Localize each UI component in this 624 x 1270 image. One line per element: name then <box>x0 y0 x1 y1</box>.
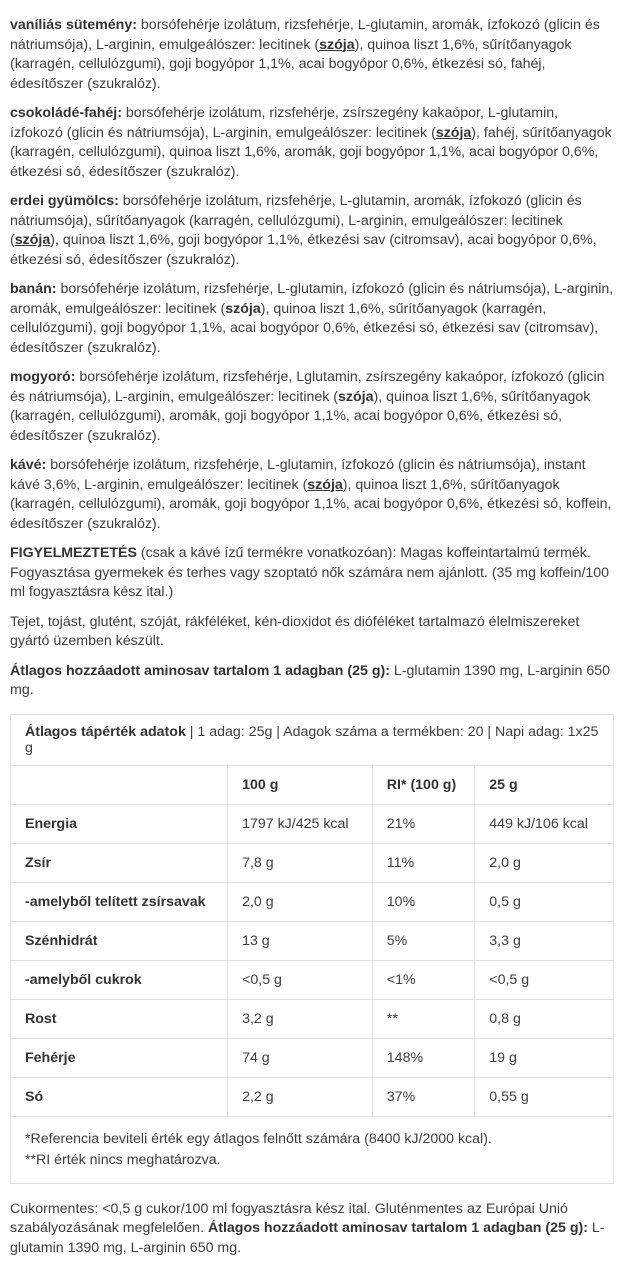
value-100g: <0,5 g <box>228 960 373 999</box>
column-header-100g: 100 g <box>228 765 373 804</box>
nutrient-label: Energia <box>11 804 228 843</box>
ingredients-section <box>10 16 614 534</box>
ingredients-coffee: kávé: borsófehérje izolátum, rizsfehérje, L-glutamin, ízfokozó (glicin és nátriumsója), instant kávé 3,6%, L-arginin, emulgeálószer: lecitinek (szója), quinoa liszt 1,6%, sűrítőanyagok (karragén, cellulózgumi), aromák, goji bogyópor 1,1%, acai bogyópor 0,6%, étkezési só, koffein, édesítőszer (szukralóz). <box>10 457 612 532</box>
ingredients-banana: banán: borsófehérje izolátum, rizsfehérje, L-glutamin, ízfokozó (glicin és nátriumsója), L-arginin, aromák, emulgeálószer: lecitinek (szója), quinoa liszt 1,6%, sűrítőanyagok (karragén, cellulózgumi), goji bogyópor 1,1%, acai bogyópor 0,6%, étkezési só, étkezési sav (citromsav), édesítőszer (szukralóz). <box>10 281 614 356</box>
footnote-ri-undefined: **RI érték nincs meghatározva. <box>25 1151 221 1168</box>
allergen-note: Tejet, tojást, glutént, szóját, rákféléket, kén-dioxidot és dióféléket tartalmazó élelmiszereket gyártó üzemben készült. <box>10 613 580 649</box>
table-column-header-row <box>11 765 614 804</box>
value-ri: ** <box>372 999 475 1038</box>
column-header-ri: RI* (100 g) <box>372 765 475 804</box>
value-25g: <0,5 g <box>475 960 614 999</box>
table-footnote-row <box>11 1116 614 1183</box>
table-row-salt <box>11 1077 614 1116</box>
value-ri: 21% <box>372 804 475 843</box>
value-ri: 11% <box>372 843 475 882</box>
table-title-row <box>11 714 614 765</box>
value-25g: 449 kJ/106 kcal <box>475 804 614 843</box>
ingredients-chocolate-cinnamon: csokoládé-fahéj: borsófehérje izolátum, rizsfehérje, zsírszegény kakaópor, L-glutamin, ízfokozó (glicin és nátriumsója), L-arginin, emulgeálószer: lecitinek (szója), fahéj, sűrítőanyagok (karragén, cellulózgumi), quinoa liszt 1,6%, aromák, goji bogyópor 1,1%, acai bogyópor 0,6%, étkezési só, édesítőszer (szukralóz). <box>10 105 612 180</box>
nutrient-label: Rost <box>11 999 228 1038</box>
value-25g: 2,0 g <box>475 843 614 882</box>
ingredients-hazelnut: mogyoró: borsófehérje izolátum, rizsfehérje, Lglutamin, zsírszegény kakaópor, ízfokozó (glicin és nátriumsója), L-arginin, emulgeálószer: lecitinek (szója), quinoa liszt 1,6%, sűrítőanyagok (karragén, cellulózgumi), aromák, goji bogyópor 1,1%, acai bogyópor 0,6%, étkezési só, édesítőszer (szukralóz). <box>10 369 605 444</box>
nutrient-label: -amelyből cukrok <box>11 960 228 999</box>
column-header-nutrient <box>11 765 228 804</box>
value-100g: 13 g <box>228 921 373 960</box>
value-100g: 2,0 g <box>228 882 373 921</box>
footer-note: Cukormentes: <0,5 g cukor/100 ml fogyasztásra kész ital. Gluténmentes az Európai Unió szabályozásának megfelelően. Átlagos hozzáadott aminosav tartalom 1 adagban (25 g): L-glutamin 1390 mg, L-arginin 650 mg. <box>10 1200 605 1256</box>
ingredients-forest-fruit: erdei gyümölcs: borsófehérje izolátum, rizsfehérje, L-glutamin, aromák, ízfokozó (glicin és nátriumsója), sűrítőanyagok (karragén, cellulózgumi), L-arginin, emulgeálószer: lecitinek (szója), quinoa liszt 1,6%, goji bogyópor 1,1%, étkezési sav (citromsav), acai bogyópor 0,6%, étkezési só, édesítőszer (szukralóz). <box>10 193 597 268</box>
value-ri: 5% <box>372 921 475 960</box>
value-100g: 3,2 g <box>228 999 373 1038</box>
nutrient-label: Szénhidrát <box>11 921 228 960</box>
value-25g: 0,8 g <box>475 999 614 1038</box>
table-row-saturated-fat <box>11 882 614 921</box>
ingredients-vanilla-cookie: vaníliás sütemény: borsófehérje izolátum, rizsfehérje, L-glutamin, aromák, ízfokozó (glicin és nátriumsója), L-arginin, emulgeálószer: lecitinek (szója), quinoa liszt 1,6%, sűrítőanyagok (karragén, cellulózgumi), goji bogyópor 1,1%, acai bogyópor 0,6%, étkezési só, fahéj, édesítőszer (szukralóz). <box>10 17 600 92</box>
nutrient-label: Só <box>11 1077 228 1116</box>
value-100g: 2,2 g <box>228 1077 373 1116</box>
amino-acid-note: Átlagos hozzáadott aminosav tartalom 1 adagban (25 g): L-glutamin 1390 mg, L-arginin 650 mg. <box>10 662 611 698</box>
table-row-carbohydrate <box>11 921 614 960</box>
value-ri: 10% <box>372 882 475 921</box>
value-ri: 37% <box>372 1077 475 1116</box>
value-ri: <1% <box>372 960 475 999</box>
table-row-protein <box>11 1038 614 1077</box>
table-row-fiber <box>11 999 614 1038</box>
table-title: Átlagos tápérték adatok | 1 adag: 25g | Adagok száma a termékben: 20 | Napi adag: 1x25 g <box>11 714 614 765</box>
value-25g: 3,3 g <box>475 921 614 960</box>
table-row-energy <box>11 804 614 843</box>
value-ri: 148% <box>372 1038 475 1077</box>
nutrition-table <box>10 714 614 1184</box>
value-25g: 0,55 g <box>475 1077 614 1116</box>
value-25g: 19 g <box>475 1038 614 1077</box>
value-100g: 74 g <box>228 1038 373 1077</box>
footnote-reference-intake: *Referencia beviteli érték egy átlagos felnőtt számára (8400 kJ/2000 kcal). <box>25 1130 492 1147</box>
value-25g: 0,5 g <box>475 882 614 921</box>
value-100g: 7,8 g <box>228 843 373 882</box>
caffeine-warning: FIGYELMEZTETÉS (csak a kávé ízű termékre vonatkozóan): Magas koffeintartalmú termék. Fogyasztása gyermekek és terhes vagy szoptató nők számára nem ajánlott. (35 mg koffein/100 ml fogyasztásra kész ital.) <box>10 545 610 600</box>
nutrient-label: Fehérje <box>11 1038 228 1077</box>
table-row-sugars <box>11 960 614 999</box>
nutrient-label: Zsír <box>11 843 228 882</box>
value-100g: 1797 kJ/425 kcal <box>228 804 373 843</box>
table-row-fat <box>11 843 614 882</box>
nutrient-label: -amelyből telített zsírsavak <box>11 882 228 921</box>
column-header-25g: 25 g <box>475 765 614 804</box>
